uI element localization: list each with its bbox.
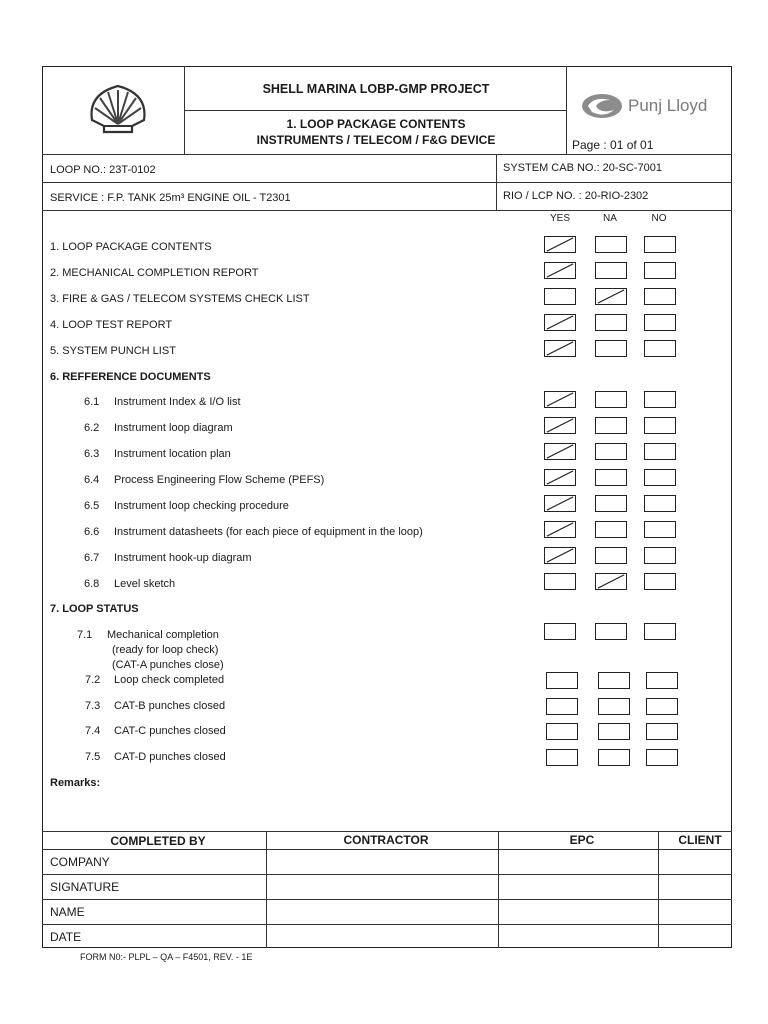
- item-6-7-number: 6.7: [84, 552, 100, 564]
- item-2-label: 2. MECHANICAL COMPLETION REPORT: [50, 267, 259, 279]
- item-5-label: 5. SYSTEM PUNCH LIST: [50, 345, 176, 357]
- check-slash-icon: [545, 470, 575, 485]
- item-6-8-label: Level sketch: [114, 578, 176, 590]
- signoff-col-line: [658, 831, 659, 948]
- item-7-3-checkbox-no[interactable]: [646, 698, 678, 715]
- item-6-1-label: Instrument Index & I/O list: [114, 396, 241, 408]
- item-6-5-number: 6.5: [84, 500, 100, 512]
- item-4-checkbox-na[interactable]: [595, 314, 627, 331]
- item-6-6-label: Instrument datasheets (for each piece of equipment in the loop): [114, 526, 423, 538]
- item-6-6-checkbox-na[interactable]: [595, 521, 627, 538]
- item-7-5-checkbox-yes[interactable]: [546, 749, 578, 766]
- item-7-3-checkbox-na[interactable]: [598, 698, 630, 715]
- item-6-7-checkbox-yes[interactable]: [544, 547, 576, 564]
- system-cab-number: SYSTEM CAB NO.: 20-SC-7001: [503, 162, 662, 174]
- signoff-row-line: [42, 874, 732, 875]
- item-7-4-label: CAT-C punches closed: [114, 725, 226, 737]
- item-7-2-checkbox-na[interactable]: [598, 672, 630, 689]
- item-7-5-checkbox-no[interactable]: [646, 749, 678, 766]
- item-7-2-checkbox-yes[interactable]: [546, 672, 578, 689]
- info-column-divider: [496, 154, 497, 210]
- signoff-col-line: [266, 831, 267, 948]
- info-bottom-line: [42, 210, 732, 211]
- section-7-title: 7. LOOP STATUS: [50, 603, 139, 615]
- item-2-checkbox-no[interactable]: [644, 262, 676, 279]
- project-title: SHELL MARINA LOBP-GMP PROJECT: [262, 82, 490, 96]
- check-slash-icon: [545, 263, 575, 278]
- item-6-8-checkbox-yes[interactable]: [544, 573, 576, 590]
- item-7-4-checkbox-na[interactable]: [598, 723, 630, 740]
- header-completed-by: COMPLETED BY: [110, 834, 206, 848]
- item-7-1-checkbox-yes[interactable]: [544, 623, 576, 640]
- rio-lcp-number: RIO / LCP NO. : 20-RIO-2302: [503, 190, 649, 202]
- item-6-5-label: Instrument loop checking procedure: [114, 500, 289, 512]
- item-7-4-checkbox-yes[interactable]: [546, 723, 578, 740]
- item-2-checkbox-na[interactable]: [595, 262, 627, 279]
- item-6-2-label: Instrument loop diagram: [114, 422, 233, 434]
- item-4-checkbox-yes[interactable]: [544, 314, 576, 331]
- column-yes: YES: [549, 213, 570, 224]
- item-6-8-checkbox-na[interactable]: [595, 573, 627, 590]
- item-6-4-number: 6.4: [84, 474, 100, 486]
- punj-lloyd-logo-text: Punj Lloyd: [628, 96, 708, 115]
- item-6-5-checkbox-no[interactable]: [644, 495, 676, 512]
- item-7-1-line1: Mechanical completion: [107, 629, 219, 641]
- check-slash-icon: [545, 496, 575, 511]
- item-6-3-checkbox-na[interactable]: [595, 443, 627, 460]
- item-7-1-checkbox-na[interactable]: [595, 623, 627, 640]
- item-6-2-checkbox-na[interactable]: [595, 417, 627, 434]
- document-title-line1: 1. LOOP PACKAGE CONTENTS: [286, 117, 466, 131]
- remarks-label: Remarks:: [50, 777, 101, 789]
- item-6-3-checkbox-yes[interactable]: [544, 443, 576, 460]
- row-company: COMPANY: [50, 855, 110, 869]
- item-6-2-checkbox-yes[interactable]: [544, 417, 576, 434]
- item-6-4-checkbox-na[interactable]: [595, 469, 627, 486]
- item-6-7-checkbox-no[interactable]: [644, 547, 676, 564]
- check-slash-icon: [545, 418, 575, 433]
- check-slash-icon: [596, 289, 626, 304]
- item-2-checkbox-yes[interactable]: [544, 262, 576, 279]
- header-divider-right: [566, 66, 567, 154]
- check-slash-icon: [545, 392, 575, 407]
- item-6-1-checkbox-yes[interactable]: [544, 391, 576, 408]
- item-7-4-checkbox-no[interactable]: [646, 723, 678, 740]
- check-slash-icon: [545, 548, 575, 563]
- item-6-4-checkbox-no[interactable]: [644, 469, 676, 486]
- item-7-2-label: Loop check completed: [114, 674, 225, 686]
- item-6-3-checkbox-no[interactable]: [644, 443, 676, 460]
- item-6-7-checkbox-na[interactable]: [595, 547, 627, 564]
- item-3-label: 3. FIRE & GAS / TELECOM SYSTEMS CHECK LIST: [50, 293, 310, 305]
- check-slash-icon: [545, 237, 575, 252]
- header-bottom-line: [42, 154, 732, 155]
- item-6-8-number: 6.8: [84, 578, 100, 590]
- item-6-4-label: Process Engineering Flow Scheme (PEFS): [114, 474, 325, 486]
- item-5-checkbox-na[interactable]: [595, 340, 627, 357]
- check-slash-icon: [545, 341, 575, 356]
- item-6-1-checkbox-no[interactable]: [644, 391, 676, 408]
- item-3-checkbox-yes[interactable]: [544, 288, 576, 305]
- item-5-checkbox-yes[interactable]: [544, 340, 576, 357]
- item-6-2-number: 6.2: [84, 422, 100, 434]
- item-6-4-checkbox-yes[interactable]: [544, 469, 576, 486]
- item-3-checkbox-no[interactable]: [644, 288, 676, 305]
- item-7-1-checkbox-no[interactable]: [644, 623, 676, 640]
- item-6-6-checkbox-no[interactable]: [644, 521, 676, 538]
- document-title-line2: INSTRUMENTS / TELECOM / F&G DEVICE: [256, 133, 496, 147]
- item-7-1-line2: (ready for loop check): [112, 644, 219, 656]
- item-6-5-checkbox-yes[interactable]: [544, 495, 576, 512]
- item-6-3-label: Instrument location plan: [114, 448, 231, 460]
- item-7-2-number: 7.2: [85, 674, 101, 686]
- row-name: NAME: [50, 905, 85, 919]
- signoff-col-line: [498, 831, 499, 948]
- header-title-divider: [184, 110, 566, 111]
- form-number: FORM N0:- PLPL – QA – F4501, REV. - 1E: [80, 952, 253, 962]
- item-6-7-label: Instrument hook-up diagram: [114, 552, 252, 564]
- item-7-3-number: 7.3: [85, 700, 101, 712]
- item-6-3-number: 6.3: [84, 448, 100, 460]
- signoff-top-line: [42, 831, 732, 832]
- row-date: DATE: [50, 930, 82, 944]
- header-client: CLIENT: [678, 833, 722, 847]
- signoff-row-line: [42, 899, 732, 900]
- loop-number: LOOP NO.: 23T-0102: [50, 164, 156, 176]
- check-slash-icon: [545, 444, 575, 459]
- item-6-6-checkbox-yes[interactable]: [544, 521, 576, 538]
- item-1-checkbox-na[interactable]: [595, 236, 627, 253]
- item-1-checkbox-no[interactable]: [644, 236, 676, 253]
- item-7-5-checkbox-na[interactable]: [598, 749, 630, 766]
- item-7-4-number: 7.4: [85, 725, 101, 737]
- item-7-3-label: CAT-B punches closed: [114, 700, 226, 712]
- item-1-label: 1. LOOP PACKAGE CONTENTS: [50, 241, 212, 253]
- item-6-1-number: 6.1: [84, 396, 100, 408]
- punj-lloyd-logo: [580, 92, 720, 120]
- item-6-1-checkbox-na[interactable]: [595, 391, 627, 408]
- item-7-5-number: 7.5: [85, 751, 101, 763]
- check-slash-icon: [545, 315, 575, 330]
- signoff-row-line: [42, 924, 732, 925]
- item-7-5-label: CAT-D punches closed: [114, 751, 226, 763]
- check-slash-icon: [545, 522, 575, 537]
- item-6-6-number: 6.6: [84, 526, 100, 538]
- header-contractor: CONTRACTOR: [343, 833, 429, 847]
- row-signature: SIGNATURE: [50, 880, 120, 894]
- signoff-row-line: [42, 849, 732, 850]
- item-3-checkbox-na[interactable]: [595, 288, 627, 305]
- item-7-1-line3: (CAT-A punches close): [112, 659, 224, 671]
- item-7-2-checkbox-no[interactable]: [646, 672, 678, 689]
- item-7-1-number: 7.1: [77, 629, 93, 641]
- header-epc: EPC: [569, 833, 595, 847]
- check-slash-icon: [596, 574, 626, 589]
- item-5-checkbox-no[interactable]: [644, 340, 676, 357]
- service-description: SERVICE : F.P. TANK 25m³ ENGINE OIL - T2301: [50, 192, 291, 204]
- shell-logo: [86, 80, 150, 138]
- item-4-label: 4. LOOP TEST REPORT: [50, 319, 173, 331]
- column-na: NA: [603, 213, 617, 224]
- section-6-title: 6. REFFERENCE DOCUMENTS: [50, 371, 211, 383]
- item-6-8-checkbox-no[interactable]: [644, 573, 676, 590]
- column-no: NO: [651, 213, 667, 224]
- page-number: Page : 01 of 01: [572, 138, 654, 152]
- item-6-5-checkbox-na[interactable]: [595, 495, 627, 512]
- item-6-2-checkbox-no[interactable]: [644, 417, 676, 434]
- item-1-checkbox-yes[interactable]: [544, 236, 576, 253]
- punj-lloyd-swirl-icon: [580, 92, 624, 120]
- item-7-3-checkbox-yes[interactable]: [546, 698, 578, 715]
- info-row-divider: [42, 182, 732, 183]
- item-4-checkbox-no[interactable]: [644, 314, 676, 331]
